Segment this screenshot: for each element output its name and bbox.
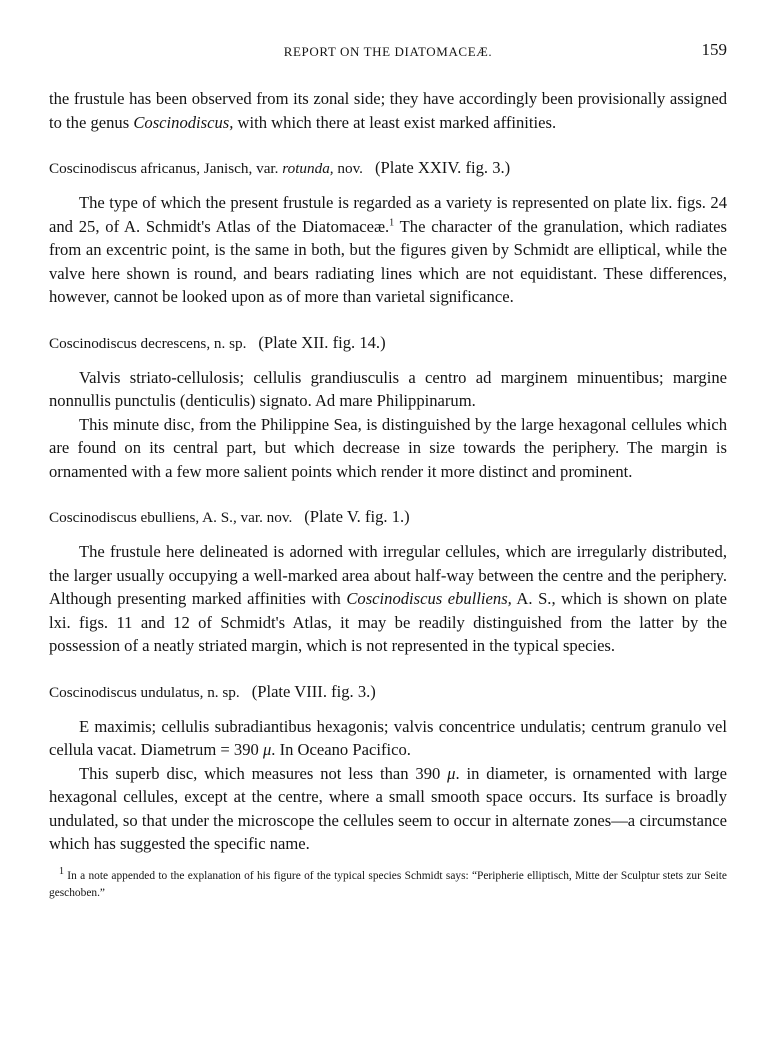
- latin-diagnosis: Valvis striato-cellulosis; cellulis grandiusculis a centro ad marginem minuentibus; margine nonnullis punctulis (denticulis) signato. Ad mare Philippinarum.: [49, 367, 727, 410]
- plate-reference: (Plate XII. fig. 14.): [258, 332, 386, 352]
- footnote-text: In a note appended to the explanation of his figure of the typical species Schmidt says: “Peripherie elliptisch, Mitte der Sculptur stets zur Seite geschoben.”: [49, 869, 727, 899]
- section-ebulliens: [49, 506, 727, 658]
- description-text-end: . in diameter, is ornamented with large hexagonal cellules, except at the centre, where a small smooth space occurs. Its surface is broadly undulated, so that under the microscope the cellules seem to occur in alternate zones—a circumstance which has suggested the specific name.: [49, 763, 727, 853]
- description-text: The type of which the present frustule is regarded as a variety is represented on plate lix. figs. 24 and 25, of A. Schmidt's Atlas of the Diatomaceæ.: [49, 193, 727, 236]
- plate-reference: (Plate VIII. fig. 3.): [251, 681, 376, 701]
- footnote-marker[interactable]: 1: [389, 216, 395, 228]
- unit-mu: μ: [447, 763, 456, 783]
- plate-reference: (Plate XXIV. fig. 3.): [374, 158, 511, 177]
- description-text-end: The character of the granulation, which radiates from an excentric point, is the same in both, but the figures given by Schmidt are elliptical, while the valve here shown is round, and bears radiating lines which are not equidistant. These differences, however, cannot be looked upon as of more than varietal significance.: [49, 216, 727, 306]
- species-italic: Coscinodiscus ebulliens,: [346, 589, 512, 608]
- latin-diagnosis: [49, 715, 727, 762]
- page: [49, 40, 727, 902]
- description-text-end: A. S., which is shown on plate lxi. figs. 11 and 12 of Schmidt's Atlas, it may be readily distinguished from the latter by the possession of a neatly striated margin, which is not represented in the typical species.: [49, 589, 728, 655]
- running-title: REPORT ON THE DIATOMACEÆ.: [283, 44, 493, 59]
- species-name: Coscinodiscus decrescens, n. sp.: [49, 334, 247, 352]
- plate-reference: (Plate V. fig. 1.): [304, 507, 410, 526]
- species-name: Coscinodiscus undulatus, n. sp.: [49, 683, 240, 701]
- species-name-end: nov.: [333, 160, 363, 177]
- species-heading: [49, 157, 727, 180]
- footnote-number: 1: [59, 865, 64, 877]
- intro-paragraph: [49, 87, 727, 134]
- description-text: This superb disc, which measures not less than 390: [79, 763, 448, 783]
- species-heading: [49, 681, 727, 704]
- species-name: Coscinodiscus africanus, Janisch, var.: [49, 160, 283, 177]
- species-heading: [49, 332, 727, 355]
- footnote: [49, 865, 727, 902]
- page-number: 159: [701, 40, 727, 59]
- intro-genus: Coscinodiscus,: [133, 112, 234, 132]
- latin-text: E maximis; cellulis subradiantibus hexagonis; valvis concentrice undulatis; centrum granulo vel cellula vacat. Diametrum = 390: [49, 716, 727, 759]
- intro-text: the frustule has been observed from its zonal side; they have accordingly been provisionally assigned to the genus: [49, 89, 727, 132]
- description-paragraph: [49, 191, 727, 309]
- species-name: Coscinodiscus ebulliens, A. S., var. nov.: [49, 509, 293, 526]
- description-text: The frustule here delineated is adorned with irregular cellules, which are irregularly distributed, the larger usually occupying a well-marked area about half-way between the centre and the periphery. Although presenting marked affinities with: [49, 542, 727, 608]
- section-undulatus: [49, 681, 727, 856]
- latin-text-end: . In Oceano Pacifico.: [271, 740, 411, 759]
- section-decrescens: [49, 332, 727, 484]
- intro-text-end: with which there at least exist marked affinities.: [233, 112, 557, 132]
- section-africanus: [49, 157, 727, 309]
- species-heading: [49, 506, 727, 529]
- unit-mu: μ: [262, 740, 272, 759]
- description-paragraph: This minute disc, from the Philippine Sea, is distinguished by the large hexagonal cellules which are found on its central part, but which decrease in size towards the periphery. The margin is ornamented with a few more salient points which render it more distinct and prominent.: [49, 414, 727, 481]
- description-paragraph: [49, 762, 727, 856]
- running-head: [49, 40, 727, 64]
- variety-name: rotunda,: [282, 160, 334, 177]
- description-paragraph: [49, 540, 727, 658]
